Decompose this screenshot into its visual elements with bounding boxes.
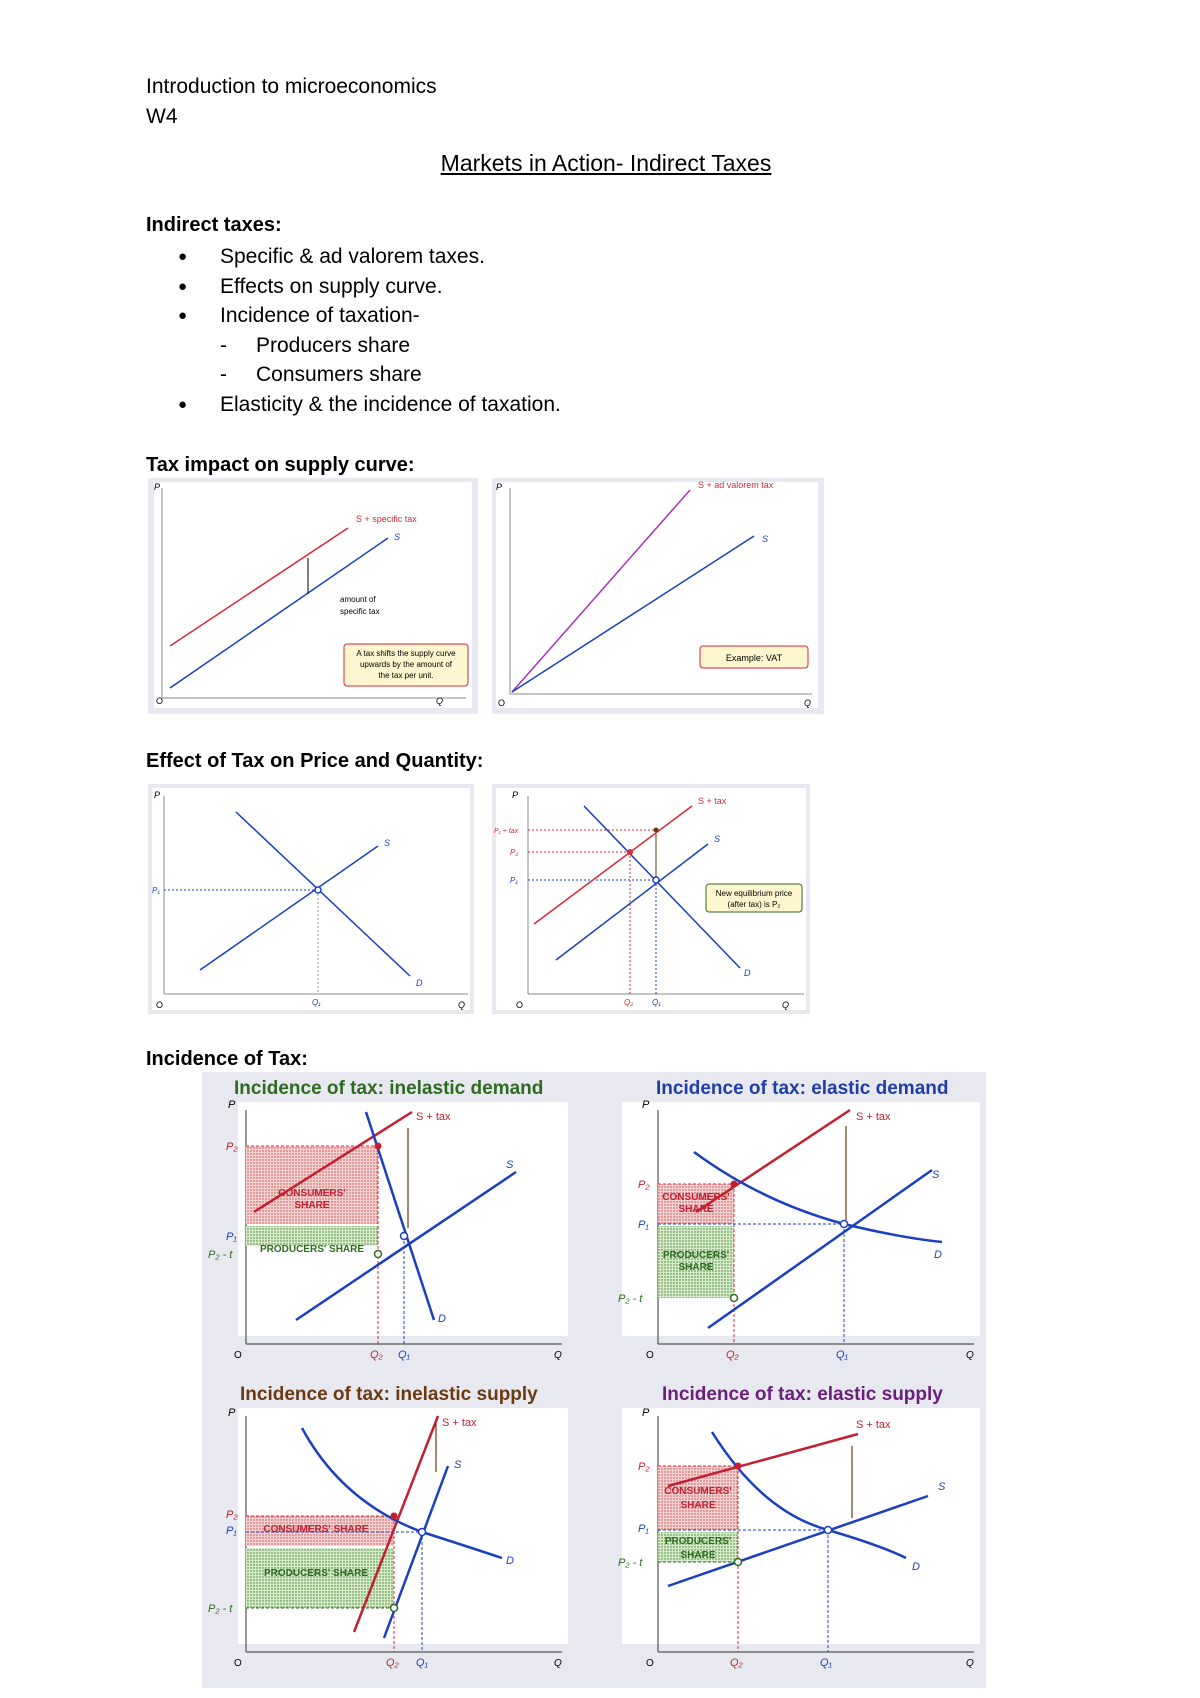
incidence-panel — [202, 1072, 986, 1688]
p2-label: P₂ — [638, 1179, 650, 1191]
note-line-1: New equilibrium price — [715, 889, 793, 898]
chart-title: Incidence of tax: elastic demand — [656, 1078, 949, 1099]
axis-p-label: P — [228, 1407, 236, 1419]
consumers-share-label-2: SHARE — [680, 1500, 716, 1511]
axis-q-label: Q — [966, 1350, 974, 1361]
axis-p-label: P — [496, 482, 503, 492]
demand-label: D — [506, 1555, 514, 1567]
q2-label: Q₂ — [730, 1657, 743, 1669]
axis-p-label: P — [228, 1099, 236, 1111]
p1-label: P₁ — [638, 1523, 649, 1535]
supply-tax-label: S + tax — [856, 1111, 891, 1123]
supply-label: S — [384, 838, 391, 848]
consumers-share-label: CONSUMERS' — [662, 1192, 730, 1203]
outline-heading: Indirect taxes: — [146, 214, 282, 236]
list-item: ● Effects on supply curve. — [178, 272, 561, 302]
consumers-share-label: CONSUMERS' SHARE — [263, 1524, 369, 1535]
axis-q-label: Q — [458, 1000, 466, 1010]
amount-label-1: amount of — [340, 595, 376, 604]
supply-label: S — [762, 534, 769, 544]
axis-q-label: Q — [554, 1658, 562, 1669]
q1-label: Q₁ — [398, 1349, 411, 1361]
inelastic-supply-chart — [208, 1384, 568, 1669]
q1-label: Q₁ — [836, 1349, 849, 1361]
q2-label: Q₂ — [624, 998, 634, 1007]
p1-label: P₁ — [152, 886, 160, 895]
section-heading-price-quantity: Effect of Tax on Price and Quantity: — [146, 750, 484, 772]
p2-label: P₂ — [638, 1461, 650, 1473]
note-line-2: upwards by the amount of — [359, 660, 453, 669]
consumers-share-label-2: SHARE — [294, 1200, 330, 1211]
supply-tax-label: S + tax — [698, 796, 727, 806]
equilibrium-diagram — [148, 784, 474, 1014]
p1-label: P₁ — [226, 1525, 237, 1537]
consumers-share-label-2: SHARE — [678, 1204, 714, 1215]
axis-q-label: Q — [554, 1350, 562, 1361]
course-name: Introduction to microeconomics — [146, 75, 437, 98]
list-item: ● Incidence of taxation- — [178, 301, 561, 331]
note-example: Example: VAT — [725, 653, 783, 663]
p1-label: P₁ — [510, 876, 518, 885]
p1-label: P₁ — [226, 1231, 237, 1243]
note-line-2: (after tax) is P₂ — [727, 900, 781, 909]
supply-tax-label: S + specific tax — [356, 514, 417, 524]
supply-tax-label: S + tax — [442, 1417, 477, 1429]
specific-tax-diagram — [148, 478, 478, 714]
elastic-demand-chart — [618, 1078, 980, 1361]
list-item: - Consumers share — [178, 360, 561, 390]
equilibrium-point — [315, 887, 321, 893]
supply-tax-label: S + tax — [856, 1419, 891, 1431]
axis-o-label: O — [234, 1658, 242, 1669]
section-heading-incidence: Incidence of Tax: — [146, 1048, 308, 1070]
list-item: ● Elasticity & the incidence of taxation. — [178, 390, 561, 420]
producers-share-label: PRODUCERS' SHARE — [263, 1568, 369, 1579]
list-item: ● Specific & ad valorem taxes. — [178, 242, 561, 272]
axis-p-label: P — [512, 790, 519, 800]
q1-label: Q₁ — [312, 998, 321, 1007]
chart-title: Incidence of tax: inelastic demand — [234, 1078, 544, 1099]
producers-share-label: PRODUCERS' — [662, 1250, 730, 1261]
q2-label: Q₂ — [726, 1349, 739, 1361]
axis-p-label: P — [154, 790, 161, 800]
ad-valorem-tax-diagram — [492, 478, 824, 714]
demand-label: D — [416, 978, 423, 988]
new-equilibrium-point — [627, 849, 633, 855]
demand-label: D — [744, 968, 751, 978]
p2-label: P₂ — [226, 1509, 238, 1521]
demand-label: D — [934, 1249, 942, 1261]
q2-label: Q₂ — [370, 1349, 383, 1361]
p1-label: P₁ — [638, 1219, 649, 1231]
axis-p-label: P — [642, 1407, 650, 1419]
axis-o-label: O — [234, 1350, 242, 1361]
note-line-1: A tax shifts the supply curve — [356, 649, 456, 658]
week-label: W4 — [146, 105, 178, 128]
demand-label: D — [912, 1561, 920, 1573]
q1-label: Q₁ — [416, 1657, 429, 1669]
chart-title: Incidence of tax: inelastic supply — [240, 1384, 538, 1405]
p2-label: P₂ — [510, 848, 519, 857]
supply-label: S — [714, 834, 721, 844]
equilibrium-point — [653, 877, 659, 883]
axis-o-label: O — [516, 1000, 524, 1010]
axis-p-label: P — [154, 482, 161, 492]
axis-o-label: O — [646, 1350, 654, 1361]
supply-label: S — [932, 1169, 940, 1181]
outline-list — [178, 242, 561, 419]
supply-tax-label: S + tax — [416, 1111, 451, 1123]
p2t-label: P₂ - t — [208, 1249, 233, 1261]
page-title: Markets in Action- Indirect Taxes — [440, 150, 772, 176]
chart-title: Incidence of tax: elastic supply — [662, 1384, 943, 1405]
consumers-share-label: CONSUMERS' — [664, 1486, 732, 1497]
supply-tax-label: S + ad valorem tax — [698, 480, 774, 490]
axis-o-label: O — [156, 696, 164, 706]
supply-label: S — [506, 1159, 514, 1171]
p2t-label: P₂ - t — [208, 1603, 233, 1615]
axis-q-label: Q — [966, 1658, 974, 1669]
elastic-supply-chart — [618, 1384, 980, 1669]
axis-o-label: O — [646, 1658, 654, 1669]
axis-p-label: P — [642, 1099, 650, 1111]
producers-share-label-2: SHARE — [680, 1550, 716, 1561]
p2-label: P₂ — [226, 1141, 238, 1153]
producers-share-label: PRODUCERS' — [664, 1536, 732, 1547]
axis-o-label: O — [498, 698, 506, 708]
q2-label: Q₂ — [386, 1657, 399, 1669]
supply-label: S — [938, 1481, 946, 1493]
list-item: - Producers share — [178, 331, 561, 361]
axis-q-label: Q — [804, 698, 812, 708]
p2t-label: P₂ - t — [618, 1557, 643, 1569]
producers-share-label-2: SHARE — [678, 1262, 714, 1273]
amount-label-2: specific tax — [340, 607, 380, 616]
p2t-label: P₂ - t — [618, 1293, 643, 1305]
demand-label: D — [438, 1313, 446, 1325]
q1-label: Q₁ — [652, 998, 661, 1007]
section-heading-supply: Tax impact on supply curve: — [146, 454, 415, 476]
consumers-share-label: CONSUMERS' — [278, 1188, 346, 1199]
inelastic-demand-chart — [208, 1078, 568, 1361]
axis-q-label: Q — [782, 1000, 790, 1010]
note-line-3: the tax per unit. — [378, 671, 434, 680]
q1-label: Q₁ — [820, 1657, 833, 1669]
supply-label: S — [394, 532, 401, 542]
tax-equilibrium-diagram — [492, 784, 810, 1014]
producers-share-label: PRODUCERS' SHARE — [259, 1244, 365, 1255]
axis-o-label: O — [156, 1000, 164, 1010]
supply-label: S — [454, 1459, 462, 1471]
axis-q-label: Q — [436, 696, 444, 706]
p1-tax-label: P₁ + tax — [494, 828, 519, 835]
